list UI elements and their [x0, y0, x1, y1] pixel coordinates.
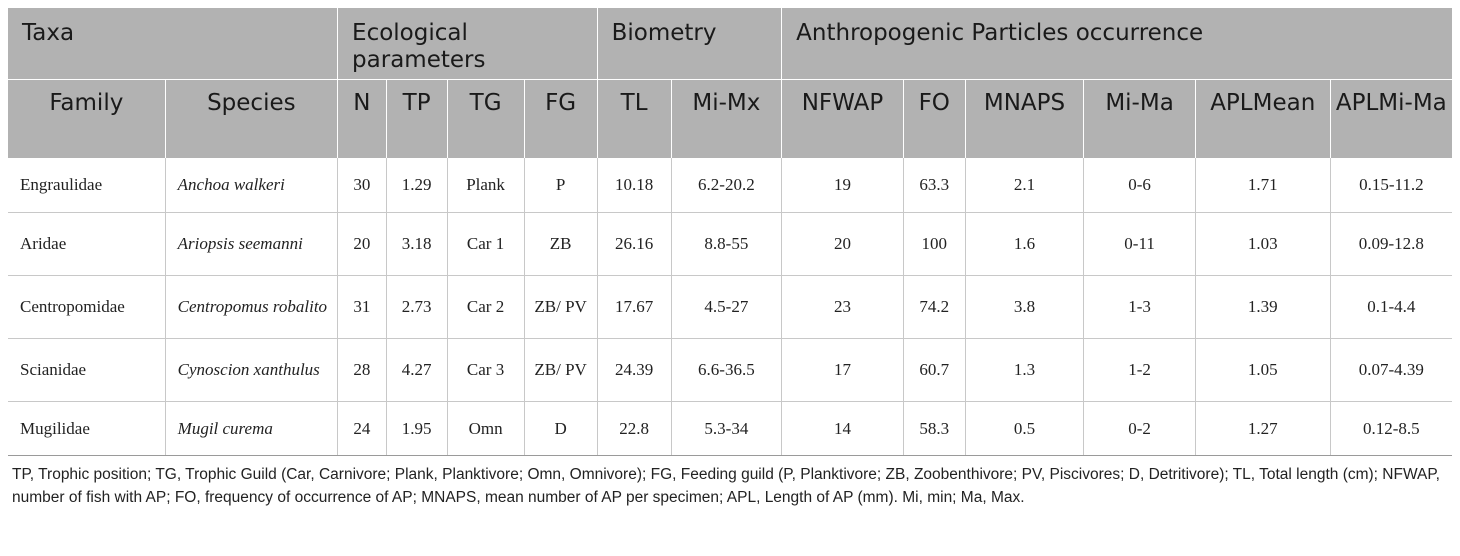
- cell-apl-mi-ma: 0.1-4.4: [1330, 275, 1452, 338]
- cell-mnaps: 2.1: [965, 158, 1084, 212]
- cell-apl-mean: 1.05: [1195, 338, 1330, 401]
- cell-family: Scianidae: [8, 338, 165, 401]
- cell-family: Engraulidae: [8, 158, 165, 212]
- cell-fo: 58.3: [903, 401, 965, 455]
- cell-n: 24: [338, 401, 387, 455]
- cell-apl-mi-ma: 0.15-11.2: [1330, 158, 1452, 212]
- col-header-species: Species: [165, 79, 337, 158]
- cell-n: 30: [338, 158, 387, 212]
- cell-mi-ma: 1-2: [1084, 338, 1196, 401]
- col-header-fg: FG: [524, 79, 597, 158]
- cell-mi-ma: 0-11: [1084, 212, 1196, 275]
- cell-fo: 63.3: [903, 158, 965, 212]
- cell-apl-mi-ma: 0.07-4.39: [1330, 338, 1452, 401]
- col-header-mi-mx: Mi-Mx: [671, 79, 782, 158]
- cell-mi-mx: 4.5-27: [671, 275, 782, 338]
- cell-mnaps: 0.5: [965, 401, 1084, 455]
- cell-fg: P: [524, 158, 597, 212]
- cell-tl: 17.67: [597, 275, 671, 338]
- header-column-row: [8, 79, 1452, 158]
- cell-tl: 24.39: [597, 338, 671, 401]
- cell-mi-ma: 0-6: [1084, 158, 1196, 212]
- cell-tp: 1.95: [386, 401, 447, 455]
- header-group-taxa: Taxa: [8, 8, 338, 79]
- cell-nfwap: 20: [782, 212, 904, 275]
- cell-tg: Plank: [447, 158, 524, 212]
- cell-fo: 74.2: [903, 275, 965, 338]
- table-row: [8, 158, 1452, 212]
- cell-apl-mean: 1.03: [1195, 212, 1330, 275]
- cell-n: 28: [338, 338, 387, 401]
- cell-nfwap: 14: [782, 401, 904, 455]
- cell-tg: Car 3: [447, 338, 524, 401]
- cell-fg: D: [524, 401, 597, 455]
- cell-tl: 10.18: [597, 158, 671, 212]
- col-header-family: Family: [8, 79, 165, 158]
- cell-apl-mi-ma: 0.09-12.8: [1330, 212, 1452, 275]
- col-header-mnaps: MNAPS: [965, 79, 1084, 158]
- cell-mnaps: 1.3: [965, 338, 1084, 401]
- col-header-apl-mi-ma: APLMi-Ma: [1330, 79, 1452, 158]
- cell-n: 31: [338, 275, 387, 338]
- cell-mi-mx: 6.6-36.5: [671, 338, 782, 401]
- cell-tp: 2.73: [386, 275, 447, 338]
- cell-mi-mx: 6.2-20.2: [671, 158, 782, 212]
- cell-fo: 60.7: [903, 338, 965, 401]
- col-header-n: N: [338, 79, 387, 158]
- cell-fg: ZB/ PV: [524, 338, 597, 401]
- col-header-nfwap: NFWAP: [782, 79, 904, 158]
- cell-tl: 22.8: [597, 401, 671, 455]
- cell-nfwap: 17: [782, 338, 904, 401]
- cell-family: Aridae: [8, 212, 165, 275]
- header-group-ap-occurrence: Anthropogenic Particles occurrence: [782, 8, 1452, 79]
- cell-family: Mugilidae: [8, 401, 165, 455]
- col-header-mi-ma: Mi-Ma: [1084, 79, 1196, 158]
- col-header-tl: TL: [597, 79, 671, 158]
- cell-nfwap: 19: [782, 158, 904, 212]
- table-container: [8, 8, 1452, 509]
- cell-mi-mx: 5.3-34: [671, 401, 782, 455]
- col-header-tg: TG: [447, 79, 524, 158]
- cell-apl-mi-ma: 0.12-8.5: [1330, 401, 1452, 455]
- header-group-biometry: Biometry: [597, 8, 782, 79]
- cell-mi-ma: 0-2: [1084, 401, 1196, 455]
- cell-species: Anchoa walkeri: [165, 158, 337, 212]
- cell-tp: 1.29: [386, 158, 447, 212]
- cell-fg: ZB/ PV: [524, 275, 597, 338]
- cell-species: Ariopsis seemanni: [165, 212, 337, 275]
- cell-mi-mx: 8.8-55: [671, 212, 782, 275]
- cell-tg: Car 2: [447, 275, 524, 338]
- cell-tg: Car 1: [447, 212, 524, 275]
- data-table: [8, 8, 1452, 456]
- cell-species: Cynoscion xanthulus: [165, 338, 337, 401]
- cell-family: Centropomidae: [8, 275, 165, 338]
- table-row: [8, 338, 1452, 401]
- table-row: [8, 275, 1452, 338]
- header-group-row: [8, 8, 1452, 79]
- cell-tp: 4.27: [386, 338, 447, 401]
- cell-fo: 100: [903, 212, 965, 275]
- cell-tl: 26.16: [597, 212, 671, 275]
- cell-nfwap: 23: [782, 275, 904, 338]
- header-group-ecological: Ecological parameters: [338, 8, 598, 79]
- col-header-apl-mean: APLMean: [1195, 79, 1330, 158]
- cell-apl-mean: 1.27: [1195, 401, 1330, 455]
- cell-mnaps: 1.6: [965, 212, 1084, 275]
- cell-fg: ZB: [524, 212, 597, 275]
- cell-mnaps: 3.8: [965, 275, 1084, 338]
- cell-species: Mugil curema: [165, 401, 337, 455]
- cell-mi-ma: 1-3: [1084, 275, 1196, 338]
- cell-apl-mean: 1.39: [1195, 275, 1330, 338]
- cell-tp: 3.18: [386, 212, 447, 275]
- col-header-fo: FO: [903, 79, 965, 158]
- cell-apl-mean: 1.71: [1195, 158, 1330, 212]
- col-header-tp: TP: [386, 79, 447, 158]
- cell-species: Centropomus robalito: [165, 275, 337, 338]
- table-footnote: TP, Trophic position; TG, Trophic Guild (Car, Carnivore; Plank, Planktivore; Omn, Omnivore); FG, Feeding guild (P, Planktivore; ZB, Zoobenthivore; PV, Piscivores; D, Detritivore); TL, Total length (cm); NFWAP, number of fish with AP; FO, frequency of occurrence of AP; MNAPS, mean number of AP per specimen; APL, Length of AP (mm). Mi, min; Ma, Max.: [12, 465, 1440, 506]
- cell-tg: Omn: [447, 401, 524, 455]
- cell-n: 20: [338, 212, 387, 275]
- table-row: [8, 401, 1452, 455]
- table-row: [8, 212, 1452, 275]
